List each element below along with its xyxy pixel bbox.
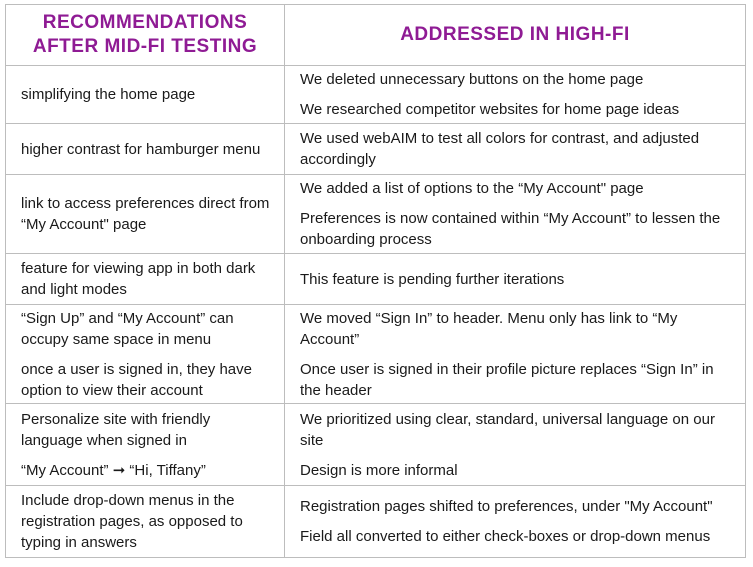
addressed-cell xyxy=(285,486,746,558)
recommendation-text: simplifying the home page xyxy=(21,86,196,103)
recommendation-text: feature for viewing app in both dark and light modes xyxy=(21,260,256,298)
addressed-text: Field all converted to either check-boxes or drop-down menus xyxy=(300,528,711,545)
table-row xyxy=(6,124,746,175)
recommendation-cell xyxy=(6,175,285,254)
recommendation-text: link to access preferences direct from “My Account" page xyxy=(21,195,270,233)
addressed-cell xyxy=(285,175,746,254)
recommendation-cell xyxy=(6,124,285,175)
table-row xyxy=(6,486,746,558)
recommendation-text: Personalize site with friendly language when signed in xyxy=(21,410,211,449)
addressed-text: Once user is signed in their profile picture replaces “Sign In” in the header xyxy=(300,360,714,399)
header-recommendations: RECOMMENDATIONS AFTER MID-FI TESTING xyxy=(6,5,285,66)
addressed-text: This feature is pending further iterations xyxy=(300,270,565,288)
recommendation-text: Include drop-down menus in the registration pages, as opposed to typing in answers xyxy=(21,492,243,551)
addressed-cell xyxy=(285,124,746,175)
recommendation-cell xyxy=(6,66,285,124)
table-row xyxy=(6,305,746,404)
recommendation-cell xyxy=(6,305,285,404)
header-addressed: ADDRESSED IN HIGH-FI xyxy=(285,5,746,66)
recommendations-table xyxy=(5,4,746,558)
recommendation-cell xyxy=(6,254,285,305)
header-row xyxy=(6,5,746,66)
addressed-text: Preferences is now contained within “My Account” to lessen the onboarding process xyxy=(300,210,721,248)
addressed-cell xyxy=(285,254,746,305)
recommendation-text: “Sign Up” and “My Account” can occupy same space in menu xyxy=(21,309,234,348)
addressed-text: We prioritized using clear, standard, universal language on our site xyxy=(300,410,715,449)
recommendation-text: “My Account” ➞ “Hi, Tiffany” xyxy=(21,461,206,479)
addressed-text: Registration pages shifted to preferences, under "My Account" xyxy=(300,498,713,515)
recommendation-cell xyxy=(6,404,285,486)
recommendation-text: higher contrast for hamburger menu xyxy=(21,140,261,158)
addressed-text: We deleted unnecessary buttons on the home page xyxy=(300,71,644,88)
addressed-text: Design is more informal xyxy=(300,461,458,479)
addressed-cell xyxy=(285,66,746,124)
recommendation-text: once a user is signed in, they have option to view their account xyxy=(21,360,252,399)
addressed-text: We used webAIM to test all colors for contrast, and adjusted accordingly xyxy=(300,130,700,168)
addressed-cell xyxy=(285,305,746,404)
addressed-text: We researched competitor websites for home page ideas xyxy=(300,101,680,118)
table-row xyxy=(6,175,746,254)
addressed-cell xyxy=(285,404,746,486)
addressed-text: We added a list of options to the “My Account" page xyxy=(300,180,644,197)
addressed-text: We moved “Sign In” to header. Menu only has link to “My Account” xyxy=(300,309,678,348)
recommendation-cell xyxy=(6,486,285,558)
table-row xyxy=(6,66,746,124)
table-row xyxy=(6,254,746,305)
table-row xyxy=(6,404,746,486)
